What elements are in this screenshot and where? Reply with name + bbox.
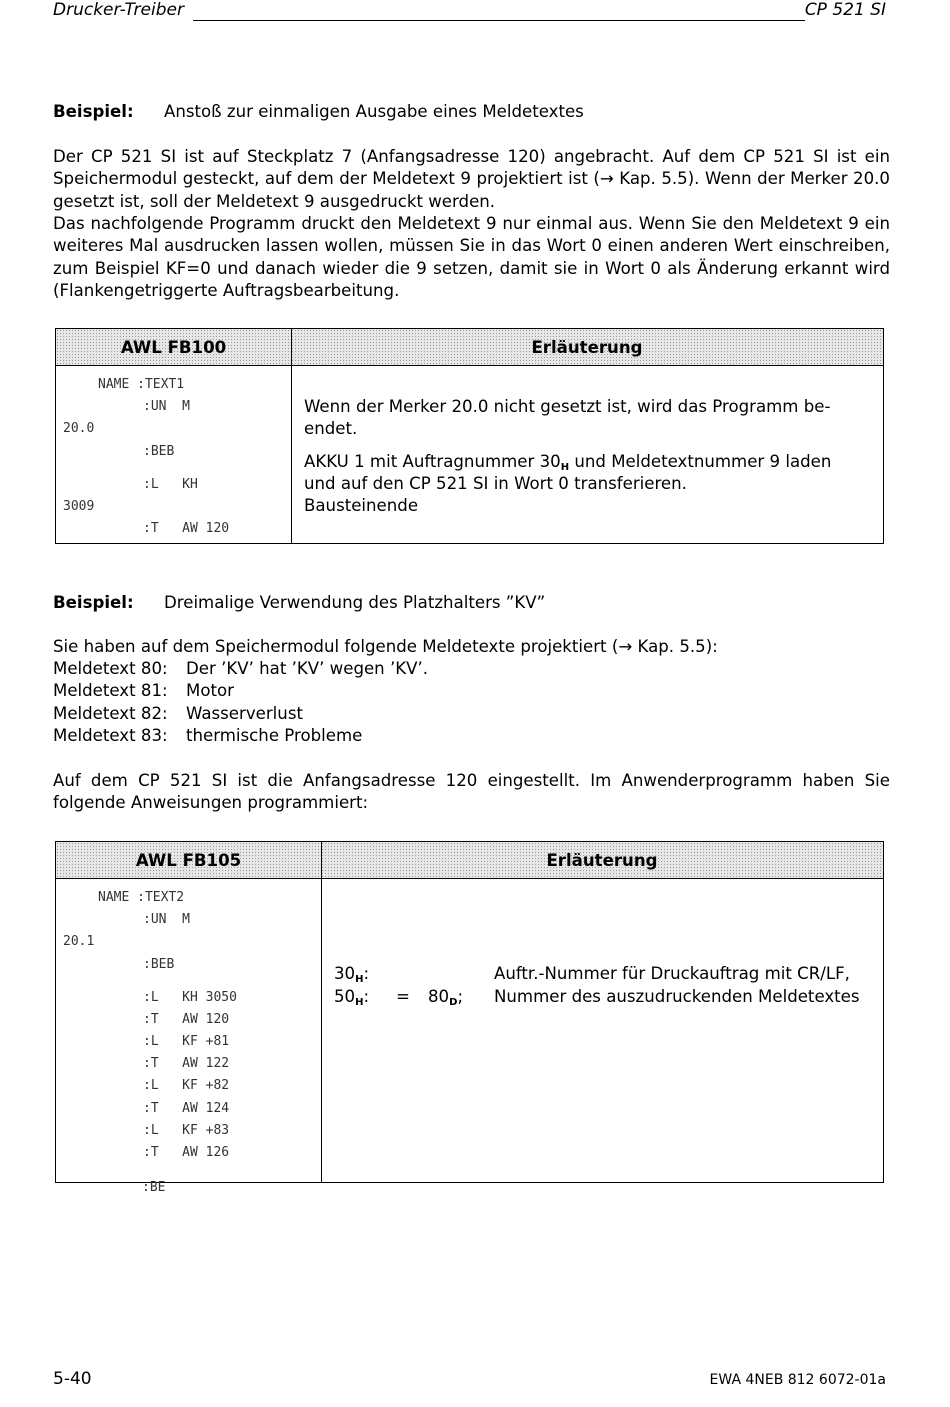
code-line: :BEB xyxy=(143,444,175,459)
page-number: 5-40 xyxy=(53,1369,92,1389)
code-line: NAME :TEXT1 xyxy=(98,377,185,392)
running-header-title: Drucker-Treiber xyxy=(53,0,184,20)
fb105-expl-key: $50_H$: xyxy=(334,987,370,1008)
example1-para1: Der CP 521 SI ist auf Steckplatz 7 (Anfangsadresse 120) angebracht. Auf dem CP 521 SI ist ein Speichermodul gesteckt, auf dem der Meldetext 9 projektiert ist (→ Kap. 5.5). Wenn der Merker 20.0 gesetzt ist, soll der Meldetext 9 ausgedruckt werden. xyxy=(53,147,890,211)
message-item: Meldetext 82: Wasserverlust xyxy=(53,703,303,723)
example2-heading xyxy=(53,592,890,614)
code-line: :L KH 3050 xyxy=(143,990,237,1005)
fb105-expl-eq: = xyxy=(396,987,410,1006)
code-line: :T AW 120 xyxy=(143,521,230,536)
document-id: EWA 4NEB 812 6072-01a xyxy=(709,1372,886,1388)
code-line: 3009 xyxy=(63,499,95,514)
fb105-expl-text: Auftr.-Nummer für Druckauftrag mit CR/LF, xyxy=(494,964,850,983)
code-line: NAME :TEXT2 xyxy=(98,890,185,905)
example2-para: Auf dem CP 521 SI ist die Anfangsadresse 120 eingestellt. Im Anwenderprogramm haben Sie folgende Anweisungen programmiert: xyxy=(53,771,890,813)
message-item: Meldetext 81: Motor xyxy=(53,681,234,701)
code-line: :T AW 124 xyxy=(143,1101,230,1116)
fb100-explanation-header: Erläuterung xyxy=(291,329,883,366)
example1-para2: Das nachfolgende Programm druckt den Meldetext 9 nur einmal aus. Wenn Sie den Meldetext 9 ein weiteres Mal ausdrucken lassen wollen, müssen Sie in das Wort 0 einen anderen Wert einschreiben, zum Beispiel KF=0 und danach wieder die 9 setzen, damit sie in Wort 0 als Änderung erkannt wird (Flankengetriggerte Auftragsbearbeitung. xyxy=(53,214,890,300)
example1-title: Anstoß zur einmaligen Ausgabe eines Meldetextes xyxy=(164,102,584,121)
code-line: :BEB xyxy=(143,957,175,972)
fb100-column-divider xyxy=(291,329,292,543)
code-line: :UN M xyxy=(143,912,190,927)
example1-heading xyxy=(53,101,890,123)
code-line: :L KF +81 xyxy=(143,1034,230,1049)
code-line: 20.0 xyxy=(63,421,95,436)
code-line: :L KF +83 xyxy=(143,1123,230,1138)
code-line: :T AW 126 xyxy=(143,1145,230,1160)
fb105-expl-key: $30_H$: xyxy=(334,964,370,985)
code-line: 20.1 xyxy=(63,934,95,949)
fb105-explanation-header: Erläuterung xyxy=(321,842,883,879)
message-item: Meldetext 83: thermische Probleme xyxy=(53,725,363,745)
running-header-device: CP 521 SI xyxy=(804,0,886,20)
fb100-expl-line: und auf den CP 521 SI in Wort 0 transferieren. xyxy=(304,474,687,493)
code-line: :T AW 122 xyxy=(143,1056,230,1071)
fb105-column-divider xyxy=(321,842,322,1182)
example2-intro: Sie haben auf dem Speichermodul folgende Meldetexte projektiert (→ Kap. 5.5): xyxy=(53,637,718,656)
code-line: :T AW 120 xyxy=(143,1012,230,1027)
fb100-table xyxy=(55,328,884,544)
fb100-expl-line: AKKU 1 mit Auftragnummer $30_H$ und Meldetextnummer 9 laden xyxy=(304,452,832,473)
example2-title: Dreimalige Verwendung des Platzhalters ”KV” xyxy=(164,593,546,612)
fb105-expl-text: Nummer des auszudruckenden Meldetextes xyxy=(494,987,860,1006)
code-line: :UN M xyxy=(143,399,190,414)
message-item: Meldetext 80: Der ’KV’ hat ’KV’ wegen ’KV’. xyxy=(53,659,429,678)
code-line: :L KF +82 xyxy=(143,1078,230,1093)
fb105-expl-value: $80_D$; xyxy=(428,987,464,1008)
example1-label: Beispiel: xyxy=(53,102,134,121)
fb105-table xyxy=(55,841,884,1183)
message-list xyxy=(53,658,890,747)
fb100-code-header: AWL FB100 xyxy=(56,329,291,366)
code-line: :L KH xyxy=(143,477,198,492)
code-line: :BE xyxy=(142,1180,166,1195)
fb100-expl-line: Wenn der Merker 20.0 nicht gesetzt ist, wird das Programm be- xyxy=(304,397,831,416)
fb100-expl-line: endet. xyxy=(304,419,358,438)
example2-label: Beispiel: xyxy=(53,593,134,612)
fb100-expl-line: Bausteinende xyxy=(304,496,419,515)
header-rule xyxy=(193,20,805,21)
fb105-code-header: AWL FB105 xyxy=(56,842,321,879)
